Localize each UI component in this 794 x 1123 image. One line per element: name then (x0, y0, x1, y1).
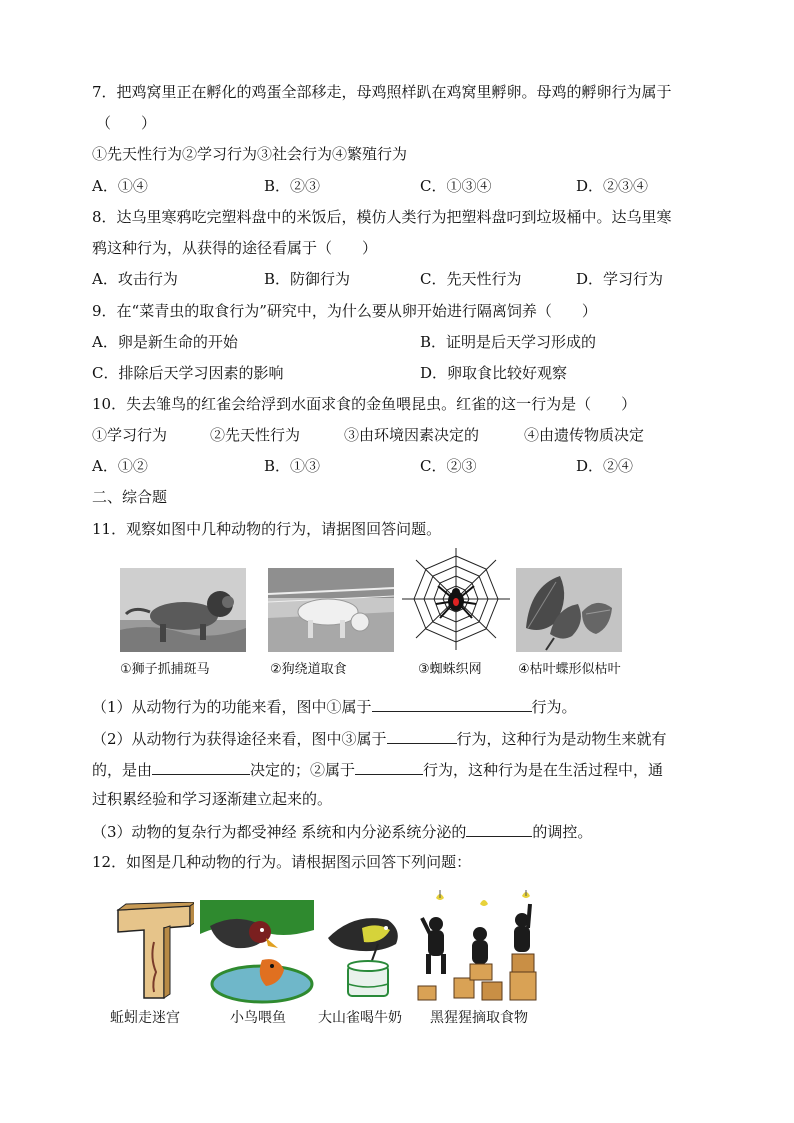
q7-option-c[interactable]: C．①③④ (420, 177, 492, 195)
q12-figure (104, 884, 544, 1034)
q8-option-a[interactable]: A．攻击行为 (92, 270, 178, 288)
q10-item-3: ③由环境因素决定的 (344, 426, 480, 444)
q9-option-b[interactable]: B．证明是后天学习形成的 (420, 333, 597, 351)
q7-answer-paren: （ ） (96, 114, 157, 132)
q12-caption-1: 蚯蚓走迷宫 (110, 1010, 180, 1026)
q9-stem: 9．在“菜青虫的取食行为”研究中，为什么要从卵开始进行隔离饲养（ ） (92, 302, 597, 320)
q11-blank-1[interactable] (372, 695, 532, 712)
q12-caption-2: 小鸟喂鱼 (230, 1010, 286, 1026)
q7-option-a[interactable]: A．①④ (92, 177, 148, 195)
q8-option-d[interactable]: D．学习行为 (576, 270, 664, 288)
earthworm-maze-picture (114, 902, 194, 1002)
q11-part2-text-c: 的，是由 (92, 761, 153, 779)
q11-part2-text-e: 行为，这种行为是在生活过程中，通 (423, 761, 664, 779)
spider-web-picture (398, 546, 514, 652)
great-tit-milk-picture (318, 904, 412, 1004)
q11-part1 (92, 695, 577, 717)
q11-caption-3: ③蜘蛛织网 (418, 662, 482, 677)
q11-blank-3[interactable] (152, 758, 250, 775)
q12-caption-3: 大山雀喝牛奶 (318, 1010, 402, 1026)
leaf-butterfly-picture (516, 568, 622, 652)
q11-part2-text-b: 行为，这种行为是动物生来就有 (456, 730, 667, 748)
q7-option-d[interactable]: D．②③④ (576, 177, 649, 195)
q7-option-b[interactable]: B．②③ (264, 177, 321, 195)
q8-stem-line2: 鸦这种行为，从获得的途径看属于（ ） (92, 239, 378, 257)
q12-caption-4: 黑猩猩摘取食物 (430, 1010, 528, 1026)
q10-option-a[interactable]: A．①② (92, 457, 148, 475)
q10-option-d[interactable]: D．②④ (576, 457, 634, 475)
q10-option-c[interactable]: C．②③ (420, 457, 477, 475)
dog-picture (268, 568, 394, 652)
q11-figure (118, 546, 624, 684)
q11-part2-line3: 过积累经验和学习逐渐建立起来的。 (92, 790, 333, 808)
q11-caption-4: ④枯叶蝶形似枯叶 (518, 662, 621, 677)
q11-part3 (92, 820, 592, 842)
section-heading: 二、综合题 (92, 488, 168, 506)
q11-blank-5[interactable] (466, 820, 532, 837)
q7-stem-line1: 7．把鸡窝里正在孵化的鸡蛋全部移走，母鸡照样趴在鸡窝里孵卵。母鸡的孵卵行为属于 (92, 83, 672, 101)
q11-blank-4[interactable] (355, 758, 423, 775)
q8-stem-line1: 8．达乌里寒鸦吃完塑料盘中的米饭后，模仿人类行为把塑料盘叼到垃圾桶中。达乌里寒 (92, 208, 672, 226)
q11-part1-text-a: （1）从动物行为的功能来看，图中①属于 (92, 698, 372, 716)
chimpanzee-boxes-picture (416, 890, 544, 1004)
q9-option-c[interactable]: C．排除后天学习因素的影响 (92, 364, 284, 382)
bird-feeding-fish-picture (200, 900, 314, 1004)
q7-items: ①先天性行为②学习行为③社会行为④繁殖行为 (92, 145, 408, 163)
q11-part3-text-a: （3）动物的复杂行为都受神经 系统和内分泌系统分泌的 (92, 823, 467, 841)
q12-stem: 12．如图是几种动物的行为。请根据图示回答下列问题： (92, 853, 472, 871)
q10-item-1: ①学习行为 (92, 426, 168, 444)
q11-part2-line1 (92, 727, 667, 749)
q11-blank-2[interactable] (387, 727, 457, 744)
q11-caption-2: ②狗绕道取食 (270, 662, 347, 677)
q8-option-c[interactable]: C．先天性行为 (420, 270, 522, 288)
q11-part1-text-b: 行为。 (531, 698, 577, 716)
q9-option-a[interactable]: A．卵是新生命的开始 (92, 333, 238, 351)
lion-picture (120, 568, 246, 652)
q11-part3-text-b: 的调控。 (532, 823, 593, 841)
q10-item-4: ④由遗传物质决定 (524, 426, 645, 444)
q8-option-b[interactable]: B．防御行为 (264, 270, 351, 288)
q11-stem: 11．观察如图中几种动物的行为，请据图回答问题。 (92, 520, 442, 538)
q11-caption-1: ①狮子抓捕斑马 (120, 662, 210, 677)
q11-part2-text-d: 决定的；②属于 (250, 761, 356, 779)
q10-item-2: ②先天性行为 (210, 426, 301, 444)
q9-option-d[interactable]: D．卵取食比较好观察 (420, 364, 568, 382)
q11-part2-text-a: （2）从动物行为获得途径来看，图中③属于 (92, 730, 387, 748)
q10-stem: 10．失去雏鸟的红雀会给浮到水面求食的金鱼喂昆虫。红雀的这一行为是（ ） (92, 395, 637, 413)
q10-option-b[interactable]: B．①③ (264, 457, 321, 475)
q11-part2-line2 (92, 758, 663, 780)
